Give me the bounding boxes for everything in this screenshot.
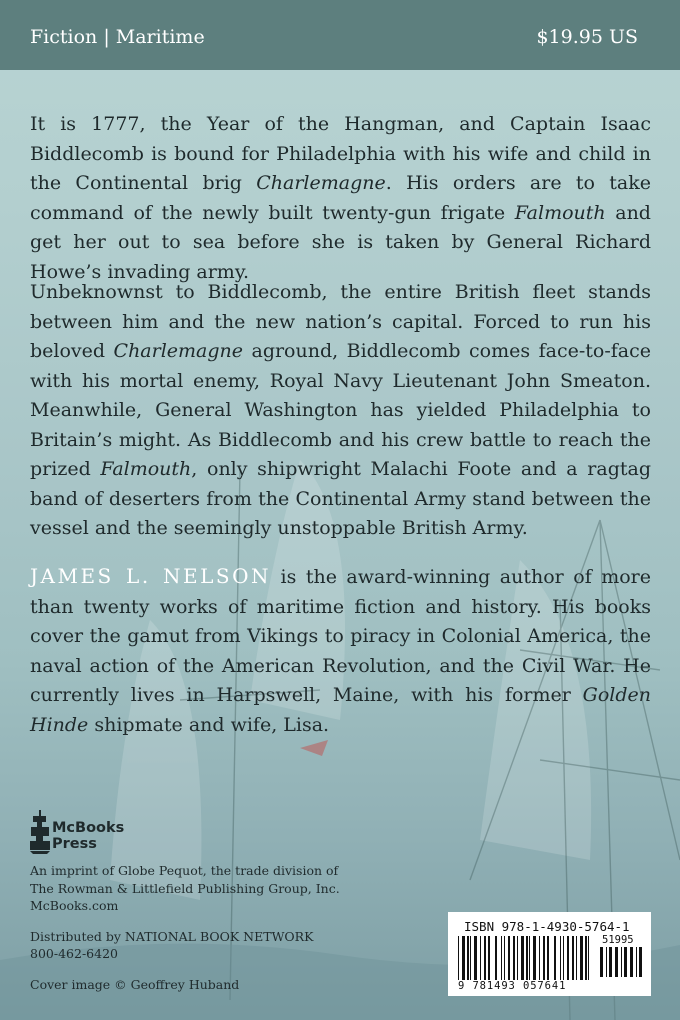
logo-line-1: McBooks — [52, 820, 125, 836]
barcode-bar — [615, 947, 618, 977]
blurb-text: It is 1777, the Year of the Hangman, and Captain Isaac Biddlecomb is bound for Philadelphia with his wife and child in the Continental brig — [30, 113, 651, 194]
barcode-bar — [624, 947, 627, 977]
barcode-bar — [563, 936, 564, 980]
barcode-bar — [513, 936, 515, 980]
header-bar — [0, 0, 680, 70]
barcode-bar — [480, 936, 481, 980]
barcode-bar — [576, 936, 577, 980]
barcode-bar — [495, 936, 497, 980]
barcode-bar — [580, 936, 583, 980]
barcode-bar — [630, 947, 633, 977]
imprint-line: An imprint of Globe Pequot, the trade division of — [30, 863, 339, 878]
barcode-bar — [517, 936, 518, 980]
blurb-text: aground, Biddlecomb comes face-to-face with his mortal enemy, Royal Navy Lieutenant John Smeaton. Meanwhile, General Washington has yielded Philadelphia to Britain’s might. As Biddlecomb and his crew battle to reach the prized — [30, 340, 651, 480]
barcode-bar — [609, 947, 612, 977]
barcode-bar — [526, 936, 528, 980]
price-addon-barcode — [600, 947, 642, 977]
cover-credit: Cover image © Geoffrey Huband — [30, 976, 240, 992]
barcode-bar — [467, 936, 469, 980]
barcode-bar — [533, 936, 536, 980]
imprint-line: The Rowman & Littlefield Publishing Group, Inc. — [30, 880, 340, 896]
barcode-bar — [470, 936, 471, 980]
ship-name: Falmouth — [100, 458, 192, 480]
barcode-bar — [547, 936, 549, 980]
barcode-bar — [639, 947, 642, 977]
blurb-text: Unbeknownst to Biddlecomb, the entire British fleet stands between him and the new nation’s capital. Forced to run his beloved — [30, 281, 651, 362]
author-bio — [30, 562, 651, 740]
barcode-bar — [585, 936, 587, 980]
blurb-text: , only shipwright Malachi Foote and a ragtag band of deserters from the Continental Army stand between the vessel and the seemingly unstoppable British Army. — [30, 458, 651, 539]
barcode-bar — [554, 936, 556, 980]
spacer — [30, 915, 360, 928]
barcode-bar — [636, 947, 637, 977]
ship-name: Charlemagne — [113, 340, 244, 362]
barcode-bar — [484, 936, 486, 980]
barcode-bar — [504, 936, 505, 980]
blurb-paragraph-1 — [30, 110, 651, 287]
author-name: JAMES L. NELSON — [30, 564, 271, 588]
isbn-barcode — [458, 936, 594, 980]
barcode-bar — [488, 936, 490, 980]
distributor-line: Distributed by NATIONAL BOOK NETWORK — [30, 928, 314, 944]
bio-text: shipmate and wife, Lisa. — [88, 713, 330, 736]
barcode-bar — [600, 947, 603, 977]
barcode-bar — [572, 936, 574, 980]
blurb-paragraph-2 — [30, 278, 651, 544]
price-code-label: 51995 — [602, 934, 634, 946]
barcode-bar — [621, 947, 622, 977]
publisher-block — [30, 808, 360, 993]
publisher-website: McBooks.com — [30, 898, 119, 913]
ship-name: Charlemagne — [256, 172, 386, 194]
barcode-bar — [521, 936, 524, 980]
barcode-bar — [539, 936, 540, 980]
barcode-bar — [567, 936, 569, 980]
barcode-bar — [458, 936, 459, 980]
ship-logo-icon — [30, 810, 50, 854]
barcode-bar — [508, 936, 510, 980]
isbn-label: ISBN 978-1-4930-5764-1 — [464, 919, 630, 934]
barcode-bar — [474, 936, 477, 980]
barcode-bar — [529, 936, 530, 980]
spacer — [30, 963, 360, 976]
distributor-phone: 800-462-6420 — [30, 946, 118, 961]
blurb-text: and get her out to sea before she is taken by General Richard Howe’s invading army. — [30, 201, 651, 283]
barcode-bar — [501, 936, 502, 980]
barcode-bar — [462, 936, 465, 980]
genre-label: Fiction | Maritime — [30, 26, 205, 48]
barcode-bar — [606, 947, 607, 977]
barcode-bar — [560, 936, 561, 980]
ship-name: Falmouth — [514, 201, 606, 224]
ship-name: Golden Hinde — [30, 684, 651, 736]
bio-text: is the award-winning author of more than twenty works of maritime fiction and history. His books cover the gamut from Vikings to piracy in Colonial America, the naval action of the American Revolution, and the Civil War. He currently lives in Harpswell, Maine, with his former — [30, 566, 652, 706]
barcode-box — [448, 912, 651, 996]
logo-line-2: Press — [52, 836, 97, 852]
publisher-logo — [30, 808, 360, 854]
blurb-text: . His orders are to take command of the newly built twenty-gun frigate — [30, 172, 651, 224]
barcode-bar — [543, 936, 545, 980]
barcode-bar — [588, 936, 589, 980]
logo-wordmark — [52, 820, 124, 852]
price-label: $19.95 US — [536, 26, 638, 48]
barcode-digits: 9 781493 057641 — [458, 980, 567, 992]
